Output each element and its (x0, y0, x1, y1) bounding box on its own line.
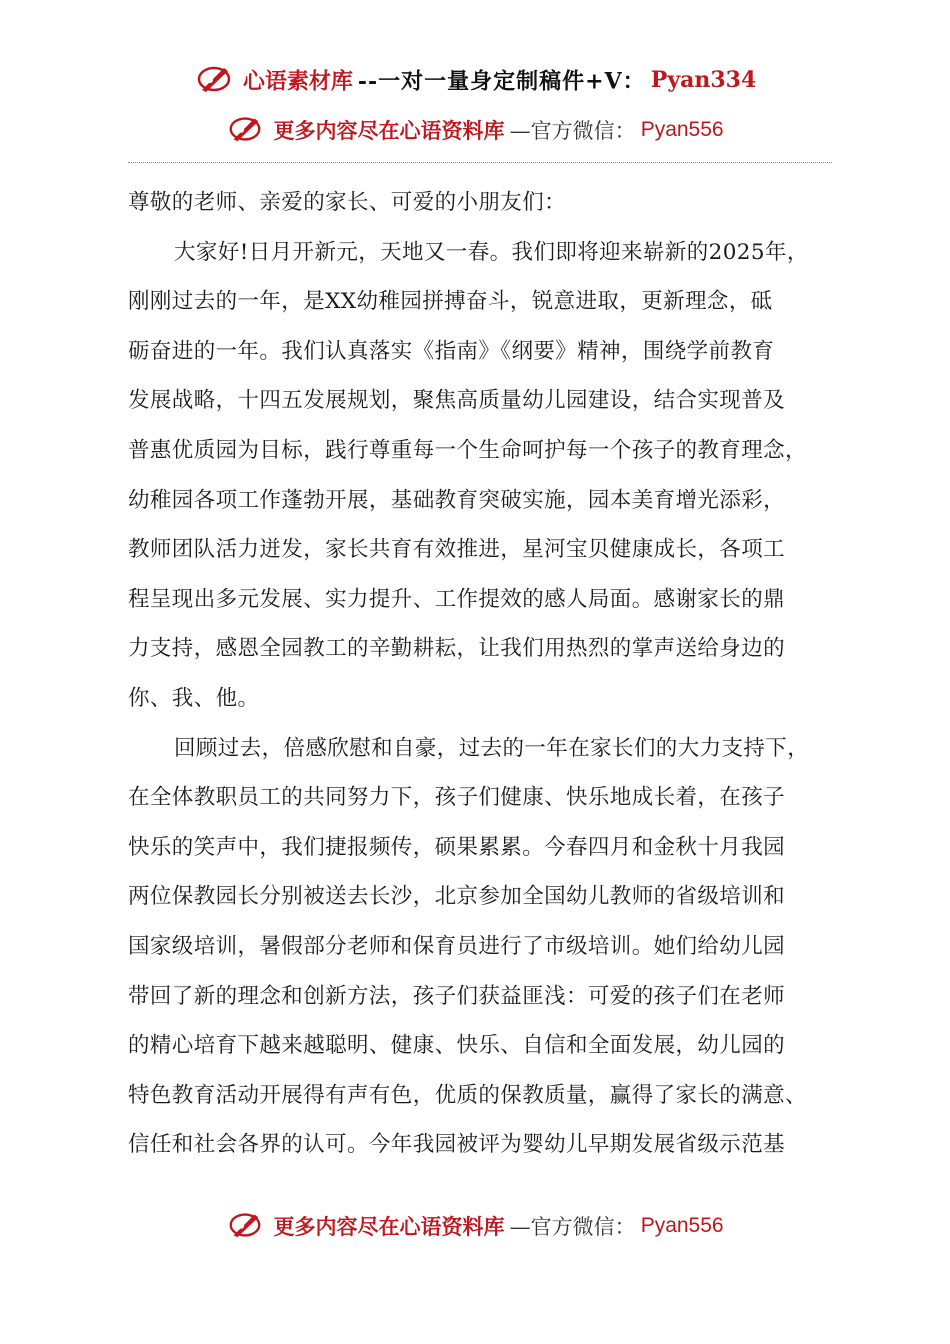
text-line: 国家级培训，暑假部分老师和保育员进行了市级培训。她们给幼儿园 (128, 933, 786, 959)
text-line: 砺奋进的一年。我们认真落实《指南》《纲要》精神，围绕学前教育 (128, 338, 775, 364)
text-line: 刚刚过去的一年，是XX幼稚园拼搏奋斗，锐意进取，更新理念，砥 (128, 289, 773, 315)
footer-banner (0, 1208, 950, 1248)
footer-banner-separator: —官方微信： (509, 1215, 636, 1239)
footer-banner-text: 更多内容尽在心语资料库 (273, 1214, 505, 1239)
text-line: 发展战略，十四五发展规划，聚焦高质量幼儿园建设，结合实现普及 (128, 388, 786, 414)
banner-text: 更多内容尽在心语资料库 (273, 118, 505, 143)
document-body (128, 183, 838, 1175)
banner-wechat-id: Pyan556 (640, 118, 724, 141)
salutation-line: 尊敬的老师、亲爱的家长、可爱的小朋友们： (128, 190, 567, 215)
text-line: 程呈现出多元发展、实力提升、工作提效的感人局面。感谢家长的鼎 (128, 586, 786, 612)
text-line: 幼稚园各项工作蓬勃开展，基础教育突破实施，园本美育增光添彩， (128, 487, 786, 513)
text-line: 普惠优质园为目标，践行尊重每一个生命呵护每一个孩子的教育理念， (128, 437, 807, 463)
pen-logo-icon (226, 112, 264, 148)
text-line: 在全体教职员工的共同努力下，孩子们健康、快乐地成长着，在孩子 (128, 785, 786, 811)
header-divider (128, 162, 832, 163)
text-line: 你、我、他。 (128, 685, 260, 711)
text-line: 快乐的笑声中，我们捷报频传，硕果累累。今春四月和金秋十月我园 (128, 834, 786, 860)
header-wechat-id: Pyan334 (650, 67, 757, 93)
banner-separator: —官方微信： (509, 119, 636, 143)
top-banner (0, 112, 950, 152)
text-line: 大家好!日月开新元，天地又一春。我们即将迎来崭新的2025年， (174, 239, 809, 265)
text-line: 回顾过去，倍感欣慰和自豪，过去的一年在家长们的大力支持下， (174, 735, 810, 761)
footer-banner-wechat-id: Pyan556 (640, 1214, 724, 1237)
header-bar (0, 62, 950, 102)
header-slogan: --一对一量身定制稿件+V： (357, 68, 646, 95)
text-line: 力支持，感恩全园教工的辛勤耕耘，让我们用热烈的掌声送给身边的 (128, 636, 786, 662)
text-line: 两位保教园长分别被送去长沙，北京参加全国幼儿教师的省级培训和 (128, 884, 786, 910)
text-line: 带回了新的理念和创新方法，孩子们获益匪浅：可爱的孩子们在老师 (128, 983, 786, 1009)
pen-logo-icon (194, 62, 234, 98)
text-line: 教师团队活力迸发，家长共育有效推进，星河宝贝健康成长，各项工 (128, 537, 786, 563)
text-line: 特色教育活动开展得有声有色，优质的保教质量，赢得了家长的满意、 (128, 1082, 807, 1108)
text-line: 的精心培育下越来越聪明、健康、快乐、自信和全面发展，幼儿园的 (128, 1033, 786, 1059)
brand-name: 心语素材库 (242, 68, 353, 95)
pen-logo-icon (226, 1208, 264, 1244)
text-line: 信任和社会各界的认可。今年我园被评为婴幼儿早期发展省级示范基 (128, 1132, 786, 1158)
